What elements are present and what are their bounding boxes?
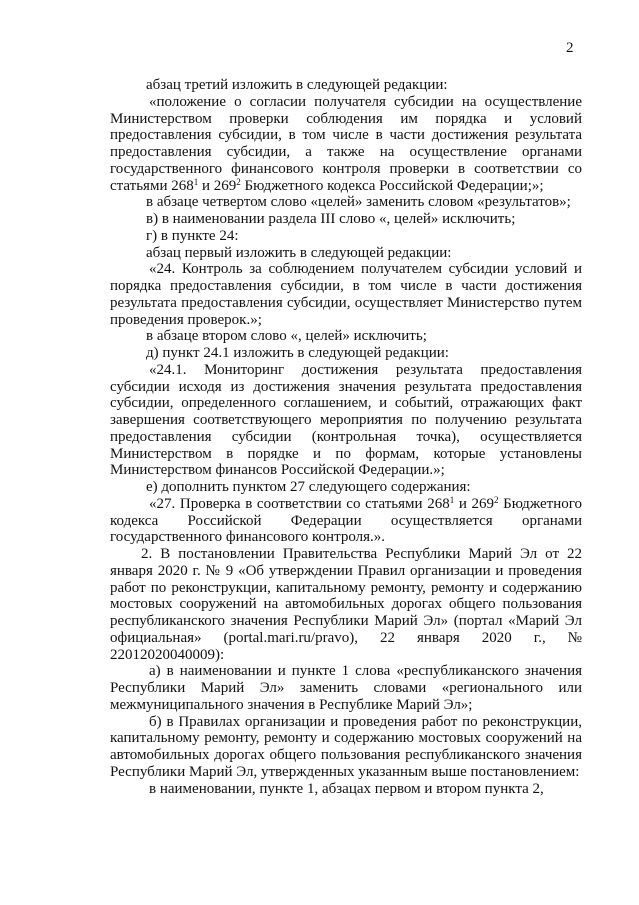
- text-run: Бюджетного кодекса Российской Федерации осуществляется органами государственного финансового контроля.».: [110, 495, 583, 546]
- superscript: 2: [494, 494, 499, 505]
- text-run: Бюджетного кодекса Российской Федерации;»;: [240, 177, 544, 194]
- text-run: «положение о согласии получателя субсидии на осуществление Министерством проверки соблюдения им порядка и условий предоставления субсидии, в том числе в части достижения результата предоставления субсидии, а также на осуществление органами государственного финансового контроля проверки в соответствии со статьями 268: [110, 93, 582, 194]
- text-run: б) в Правилах организации и проведения работ по реконструкции, капитальному ремонту, ремонту и содержанию мостовых сооружений на автомобильных дорогах общего пользования республиканского значения Республики Марий Эл, утвержденных указанным выше постановлением:: [110, 713, 582, 780]
- text-run: е) дополнить пунктом 27 следующего содержания:: [146, 479, 471, 495]
- paragraph: [110, 479, 582, 496]
- paragraph: [110, 245, 582, 262]
- paragraph: [110, 94, 582, 195]
- text-run: в абзаце четвертом слово «целей» заменить словом «результатов»;: [146, 194, 571, 211]
- text-run: а) в наименовании и пункте 1 слова «республиканского значения Республики Марий Эл» заменить словами «регионального или межмуниципального значения в Республике Марий Эл»;: [110, 663, 582, 713]
- paragraph: [110, 714, 582, 781]
- paragraph: [110, 77, 582, 94]
- text-run: «27. Проверка в соответствии со статьями 268: [149, 495, 450, 512]
- text-run: и 269: [198, 177, 237, 194]
- paragraph: [110, 663, 582, 713]
- paragraph: [110, 345, 582, 362]
- paragraph: [110, 228, 582, 245]
- document-body: [110, 77, 582, 797]
- page-number: 2: [566, 40, 574, 56]
- paragraph: [110, 261, 582, 328]
- text-run: абзац третий изложить в следующей редакции:: [146, 77, 448, 93]
- text-run: «24. Контроль за соблюдением получателем субсидии условий и порядка предоставления субсидии, в том числе в части достижения результата предоставления субсидии, осуществляет Министерство путем проведения проверок.»;: [110, 261, 582, 328]
- superscript: 2: [236, 176, 241, 187]
- text-run: и 269: [454, 495, 494, 512]
- text-run: г) в пункте 24:: [146, 227, 239, 244]
- text-run: «24.1. Мониторинг достижения результата предоставления субсидии исходя из достижения значения результата предоставления субсидии, определенного соглашением, и событий, отражающих факт завершения соответствующего мероприятия по получению результата предоставления субсидии (контрольная точка), осуществляется Министерством в порядке и по формам, которые установлены Министерством финансов Российской Федерации.»;: [110, 361, 582, 479]
- paragraph: [110, 194, 582, 211]
- text-run: в абзаце втором слово «, целей» исключить;: [146, 328, 427, 345]
- text-run: д) пункт 24.1 изложить в следующей редакции:: [146, 345, 449, 361]
- paragraph: [110, 328, 582, 345]
- superscript: 1: [193, 176, 199, 187]
- paragraph: [110, 496, 582, 546]
- text-run: в) в наименовании раздела III слово «, целей» исключить;: [146, 211, 516, 227]
- paragraph: [110, 546, 582, 663]
- text-run: 2. В постановлении Правительства Республики Марий Эл от 22 января 2020 г. № 9 «Об утверждении Правил организации и проведения работ по реконструкции, капитальному ремонту, ремонту и содержанию мостовых сооружений на автомобильных дорогах общего пользования республиканского значения Республики Марий Эл» (портал «Марий Эл официальная» (portal.mari.ru/pravo), 22 января 2020 г., № 22012020040009):: [110, 546, 582, 663]
- text-run: абзац первый изложить в следующей редакции:: [146, 244, 452, 261]
- text-run: в наименовании, пункте 1, абзацах первом и втором пункта 2,: [149, 780, 544, 797]
- superscript: 1: [449, 494, 455, 505]
- paragraph: [110, 211, 582, 228]
- paragraph: [110, 781, 582, 798]
- paragraph: [110, 362, 582, 479]
